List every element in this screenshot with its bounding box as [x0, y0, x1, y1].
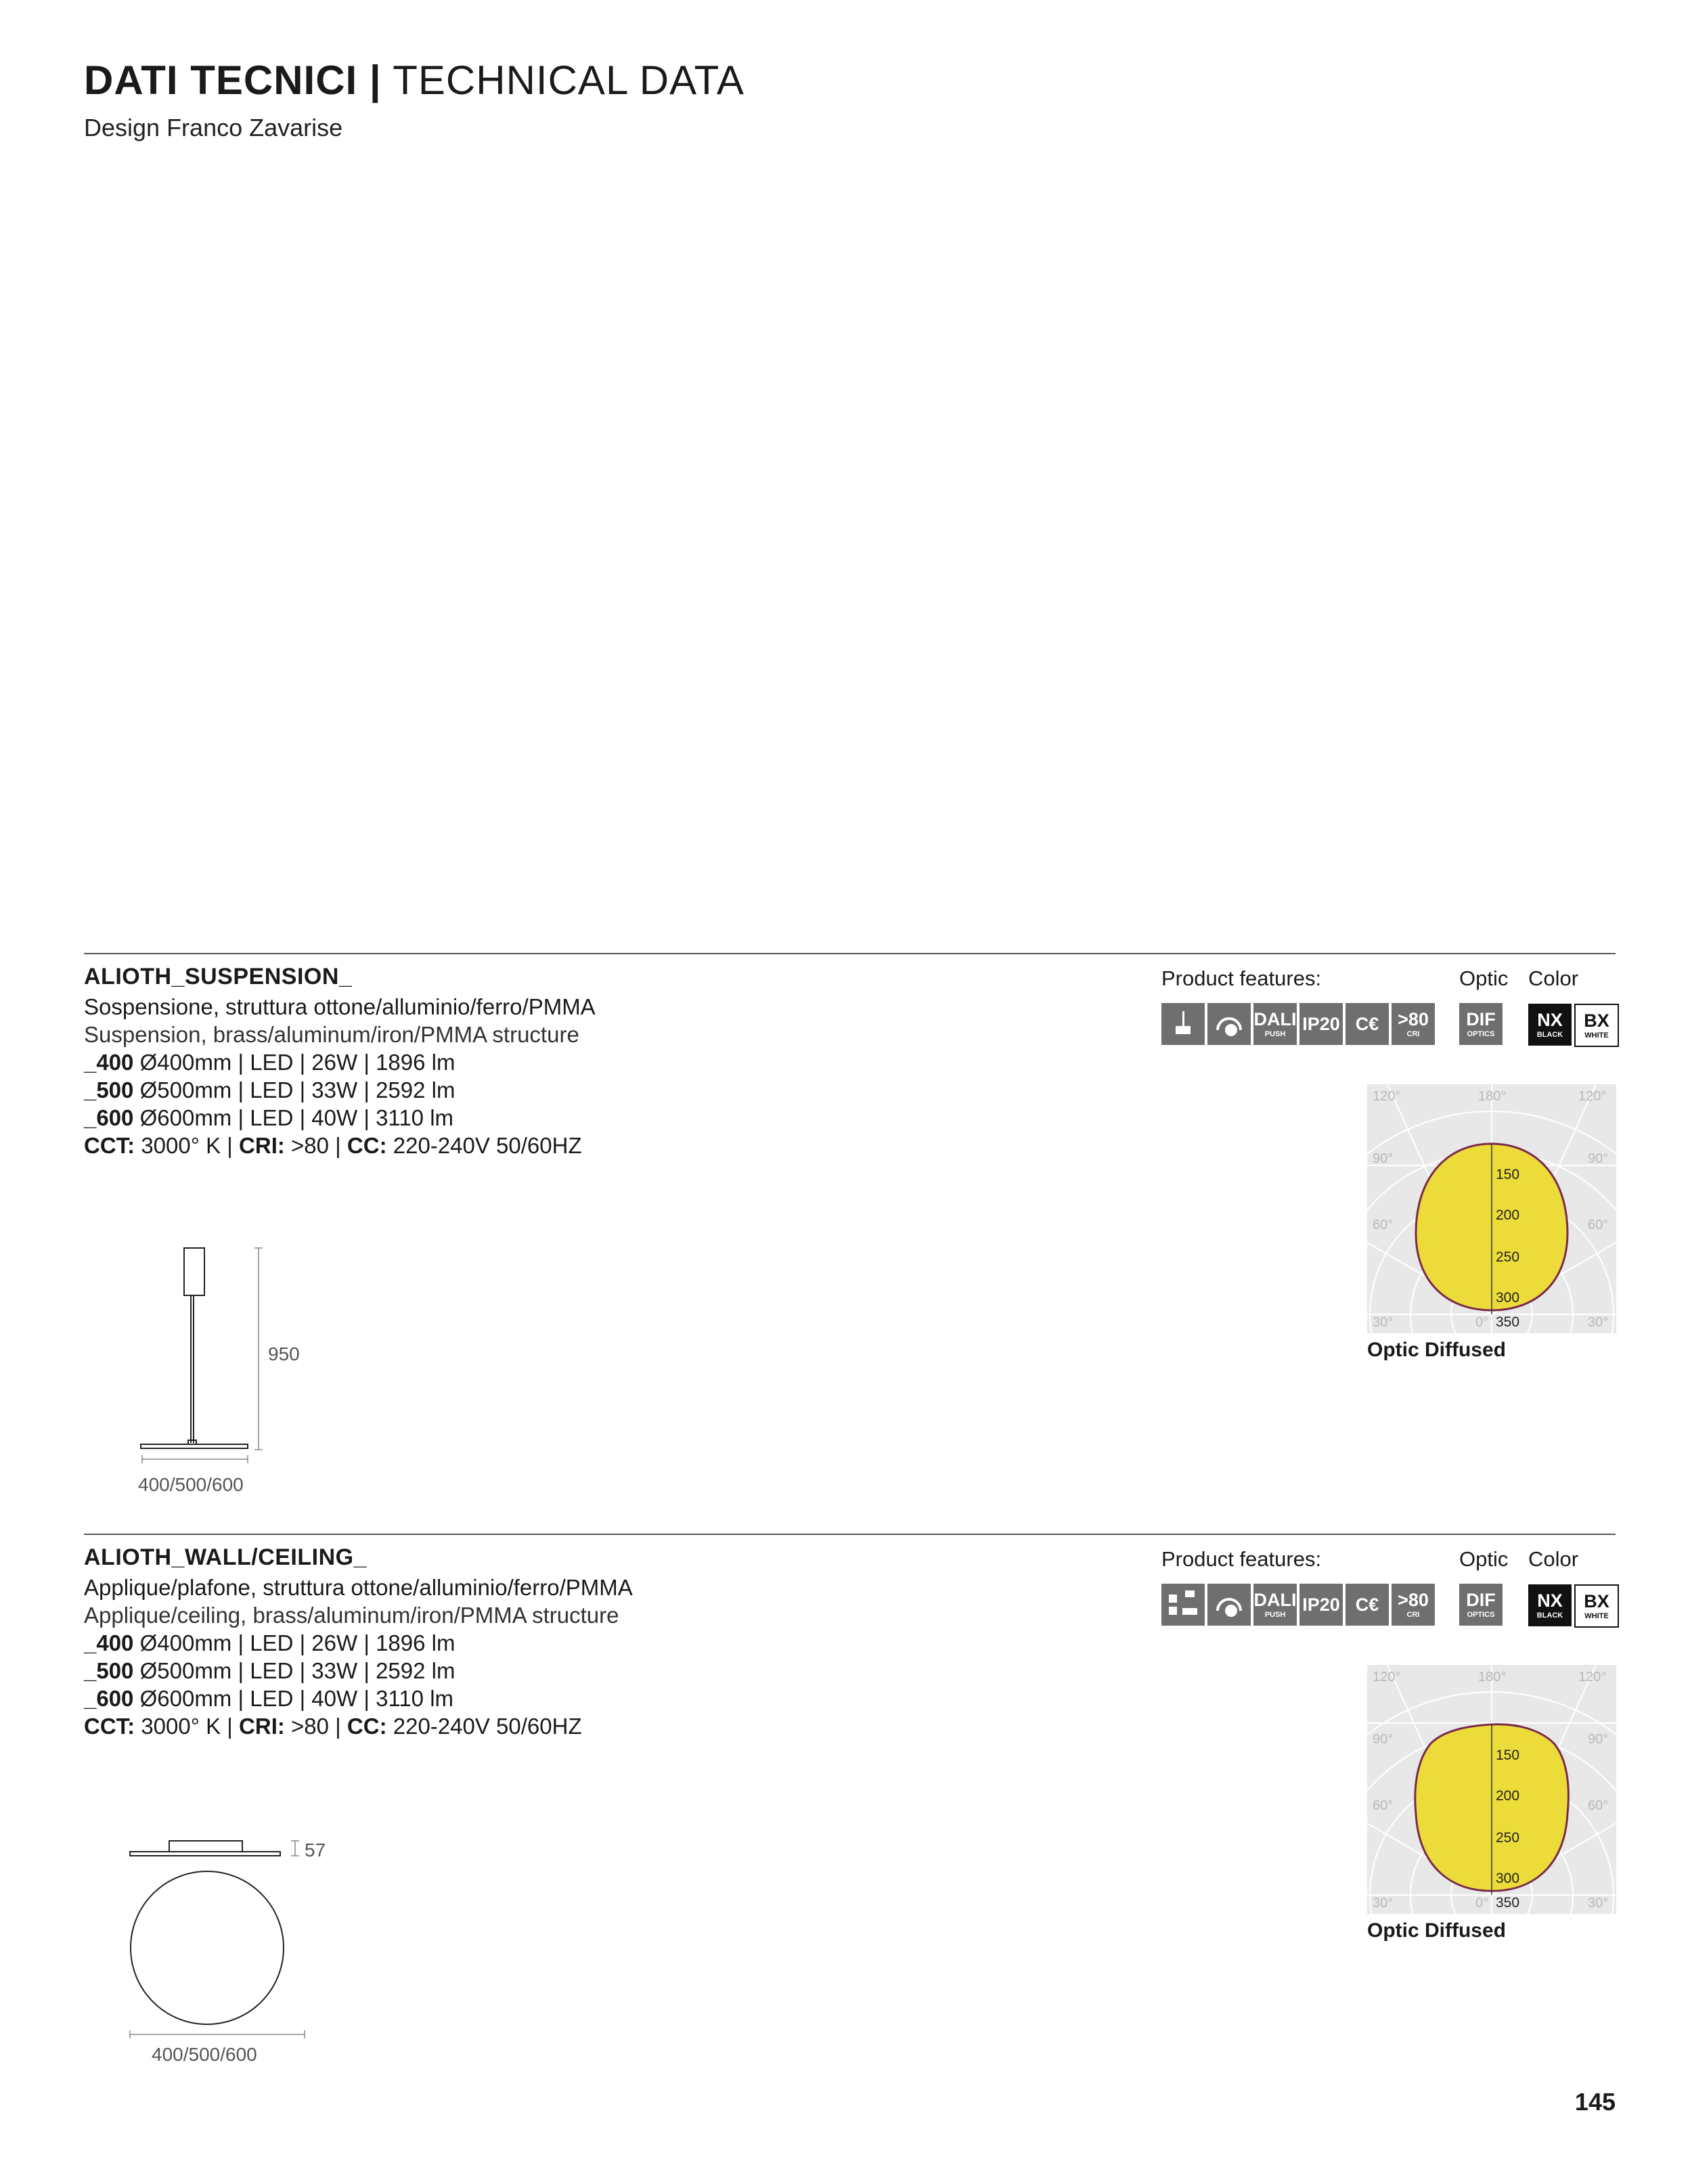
- angle-label: 120°: [1373, 1089, 1401, 1104]
- ip20-icon: IP20: [1299, 1003, 1343, 1045]
- color-white-badge: BX WHITE: [1574, 1584, 1619, 1628]
- cc-value: 220-240V 50/60HZ: [386, 1133, 582, 1158]
- diffused-light-icon: [1207, 1584, 1251, 1626]
- variant-spec: Ø400mm | LED | 26W | 1896 lm: [133, 1630, 455, 1655]
- radial-label: 350: [1496, 1314, 1520, 1330]
- designer-credit: Design Franco Zavarise: [84, 114, 343, 141]
- dimension-height: 57: [305, 1840, 326, 1860]
- wall-ceiling-icon: [1161, 1584, 1205, 1626]
- dimension-diameter: 400/500/600: [138, 1474, 244, 1495]
- product-name: ALIOTH_SUSPENSION_: [84, 964, 353, 989]
- description-italian: Sospensione, struttura ottone/alluminio/ferro/PMMA: [84, 994, 596, 1019]
- optic-label: Optic: [1459, 1547, 1509, 1571]
- photometric-diagram: [1367, 1084, 1616, 1337]
- ip20-icon: IP20: [1299, 1584, 1343, 1626]
- radial-label: 250: [1496, 1830, 1520, 1846]
- cri-label: CRI:: [239, 1714, 285, 1739]
- radial-label: 200: [1496, 1788, 1520, 1804]
- variant-row: [84, 1048, 596, 1076]
- angle-label: 60°: [1588, 1218, 1609, 1232]
- angle-label: 90°: [1588, 1151, 1609, 1166]
- angle-label: 30°: [1373, 1315, 1394, 1330]
- angle-label: 120°: [1578, 1089, 1607, 1104]
- title-english: TECHNICAL DATA: [393, 58, 744, 103]
- electrical-specs: [84, 1132, 596, 1159]
- variant-row: [84, 1657, 633, 1685]
- optic-caption: Optic Diffused: [1367, 1919, 1507, 1942]
- dali-push-icon: DALI PUSH: [1253, 1584, 1297, 1626]
- page-number: 145: [1574, 2088, 1616, 2116]
- feature-icons: [1161, 1584, 1435, 1626]
- variant-code: _400: [84, 1050, 134, 1075]
- cri-icon: >80 CRI: [1392, 1003, 1435, 1045]
- cct-value: 3000° K |: [135, 1714, 240, 1739]
- product-info-wall-ceiling: [84, 1544, 633, 1740]
- variant-spec: Ø400mm | LED | 26W | 1896 lm: [133, 1050, 455, 1075]
- ce-mark-icon: C€: [1346, 1584, 1389, 1626]
- angle-label: 30°: [1588, 1896, 1609, 1911]
- diffused-light-icon: [1207, 1003, 1251, 1045]
- angle-label: 90°: [1373, 1151, 1394, 1166]
- radial-label: 150: [1496, 1167, 1520, 1182]
- optic-label: Optic: [1459, 966, 1509, 990]
- product-name: ALIOTH_WALL/CEILING_: [84, 1544, 367, 1570]
- color-options: [1528, 1584, 1619, 1628]
- optic-dif-icon: DIF OPTICS: [1459, 1584, 1503, 1626]
- features-label: Product features:: [1161, 1547, 1322, 1571]
- radial-label: 200: [1496, 1207, 1520, 1223]
- angle-label: 120°: [1373, 1670, 1401, 1685]
- variant-code: _400: [84, 1630, 134, 1655]
- cc-label: CC:: [347, 1714, 387, 1739]
- color-black-badge: NX BLACK: [1528, 1004, 1572, 1046]
- variant-code: _600: [84, 1686, 134, 1711]
- angle-label: 0°: [1475, 1315, 1489, 1330]
- variant-code: _600: [84, 1105, 134, 1130]
- color-label: Color: [1528, 1547, 1579, 1571]
- cri-value: >80 |: [284, 1133, 347, 1158]
- variant-code: _500: [84, 1658, 134, 1683]
- angle-label: 30°: [1588, 1315, 1609, 1330]
- variant-spec: Ø500mm | LED | 33W | 2592 lm: [133, 1658, 455, 1683]
- radial-label: 150: [1496, 1747, 1520, 1763]
- variant-spec: Ø600mm | LED | 40W | 3110 lm: [133, 1686, 454, 1711]
- title-separator: |: [369, 58, 382, 103]
- description-english: Suspension, brass/aluminum/iron/PMMA structure: [84, 1022, 579, 1047]
- variant-code: _500: [84, 1077, 134, 1102]
- section-divider: [84, 1534, 1616, 1535]
- cri-label: CRI:: [239, 1133, 285, 1158]
- angle-label: 60°: [1373, 1798, 1394, 1813]
- description-english: Applique/ceiling, brass/aluminum/iron/PMMA structure: [84, 1603, 619, 1628]
- product-info-suspension: [84, 964, 596, 1159]
- angle-label: 180°: [1478, 1670, 1507, 1685]
- dali-push-icon: DALI PUSH: [1253, 1003, 1297, 1045]
- variant-row: [84, 1104, 596, 1132]
- color-black-badge: NX BLACK: [1528, 1584, 1572, 1626]
- dimension-diameter: 400/500/600: [152, 2044, 257, 2065]
- feature-icons: [1161, 1003, 1435, 1045]
- section-divider: [84, 953, 1616, 954]
- color-options: [1528, 1004, 1619, 1047]
- variant-row: [84, 1076, 596, 1104]
- color-white-badge: BX WHITE: [1574, 1004, 1619, 1047]
- electrical-specs: [84, 1712, 633, 1740]
- angle-label: 30°: [1373, 1896, 1394, 1911]
- radial-label: 350: [1496, 1895, 1520, 1911]
- photometric-diagram: [1367, 1665, 1616, 1917]
- suspension-icon: [1161, 1003, 1205, 1045]
- angle-label: 60°: [1588, 1798, 1609, 1813]
- radial-label: 300: [1496, 1871, 1520, 1886]
- features-label: Product features:: [1161, 966, 1322, 990]
- color-label: Color: [1528, 966, 1579, 990]
- angle-label: 0°: [1475, 1896, 1489, 1911]
- title-italian: DATI TECNICI: [84, 58, 358, 103]
- cri-value: >80 |: [284, 1714, 347, 1739]
- angle-label: 180°: [1478, 1089, 1507, 1104]
- radial-label: 250: [1496, 1249, 1520, 1265]
- wall-ceiling-dimension-drawing: [122, 1831, 325, 2058]
- variant-spec: Ø500mm | LED | 33W | 2592 lm: [133, 1077, 455, 1102]
- angle-label: 120°: [1578, 1670, 1607, 1685]
- cri-icon: >80 CRI: [1392, 1584, 1435, 1626]
- cc-label: CC:: [347, 1133, 387, 1158]
- angle-label: 90°: [1588, 1732, 1609, 1747]
- cct-label: CCT:: [84, 1133, 135, 1158]
- angle-label: 60°: [1373, 1218, 1394, 1232]
- optic-caption: Optic Diffused: [1367, 1339, 1507, 1361]
- description-italian: Applique/plafone, struttura ottone/alluminio/ferro/PMMA: [84, 1575, 633, 1600]
- variant-row: [84, 1629, 633, 1657]
- cct-label: CCT:: [84, 1714, 135, 1739]
- angle-label: 90°: [1373, 1732, 1394, 1747]
- optic-dif-icon: DIF OPTICS: [1459, 1003, 1503, 1045]
- ce-mark-icon: C€: [1346, 1003, 1389, 1045]
- radial-label: 300: [1496, 1290, 1520, 1306]
- cct-value: 3000° K |: [135, 1133, 240, 1158]
- page-title: [84, 57, 744, 104]
- dimension-height: 950: [268, 1343, 300, 1364]
- variant-row: [84, 1685, 633, 1712]
- cc-value: 220-240V 50/60HZ: [386, 1714, 582, 1739]
- variant-spec: Ø600mm | LED | 40W | 3110 lm: [133, 1105, 454, 1130]
